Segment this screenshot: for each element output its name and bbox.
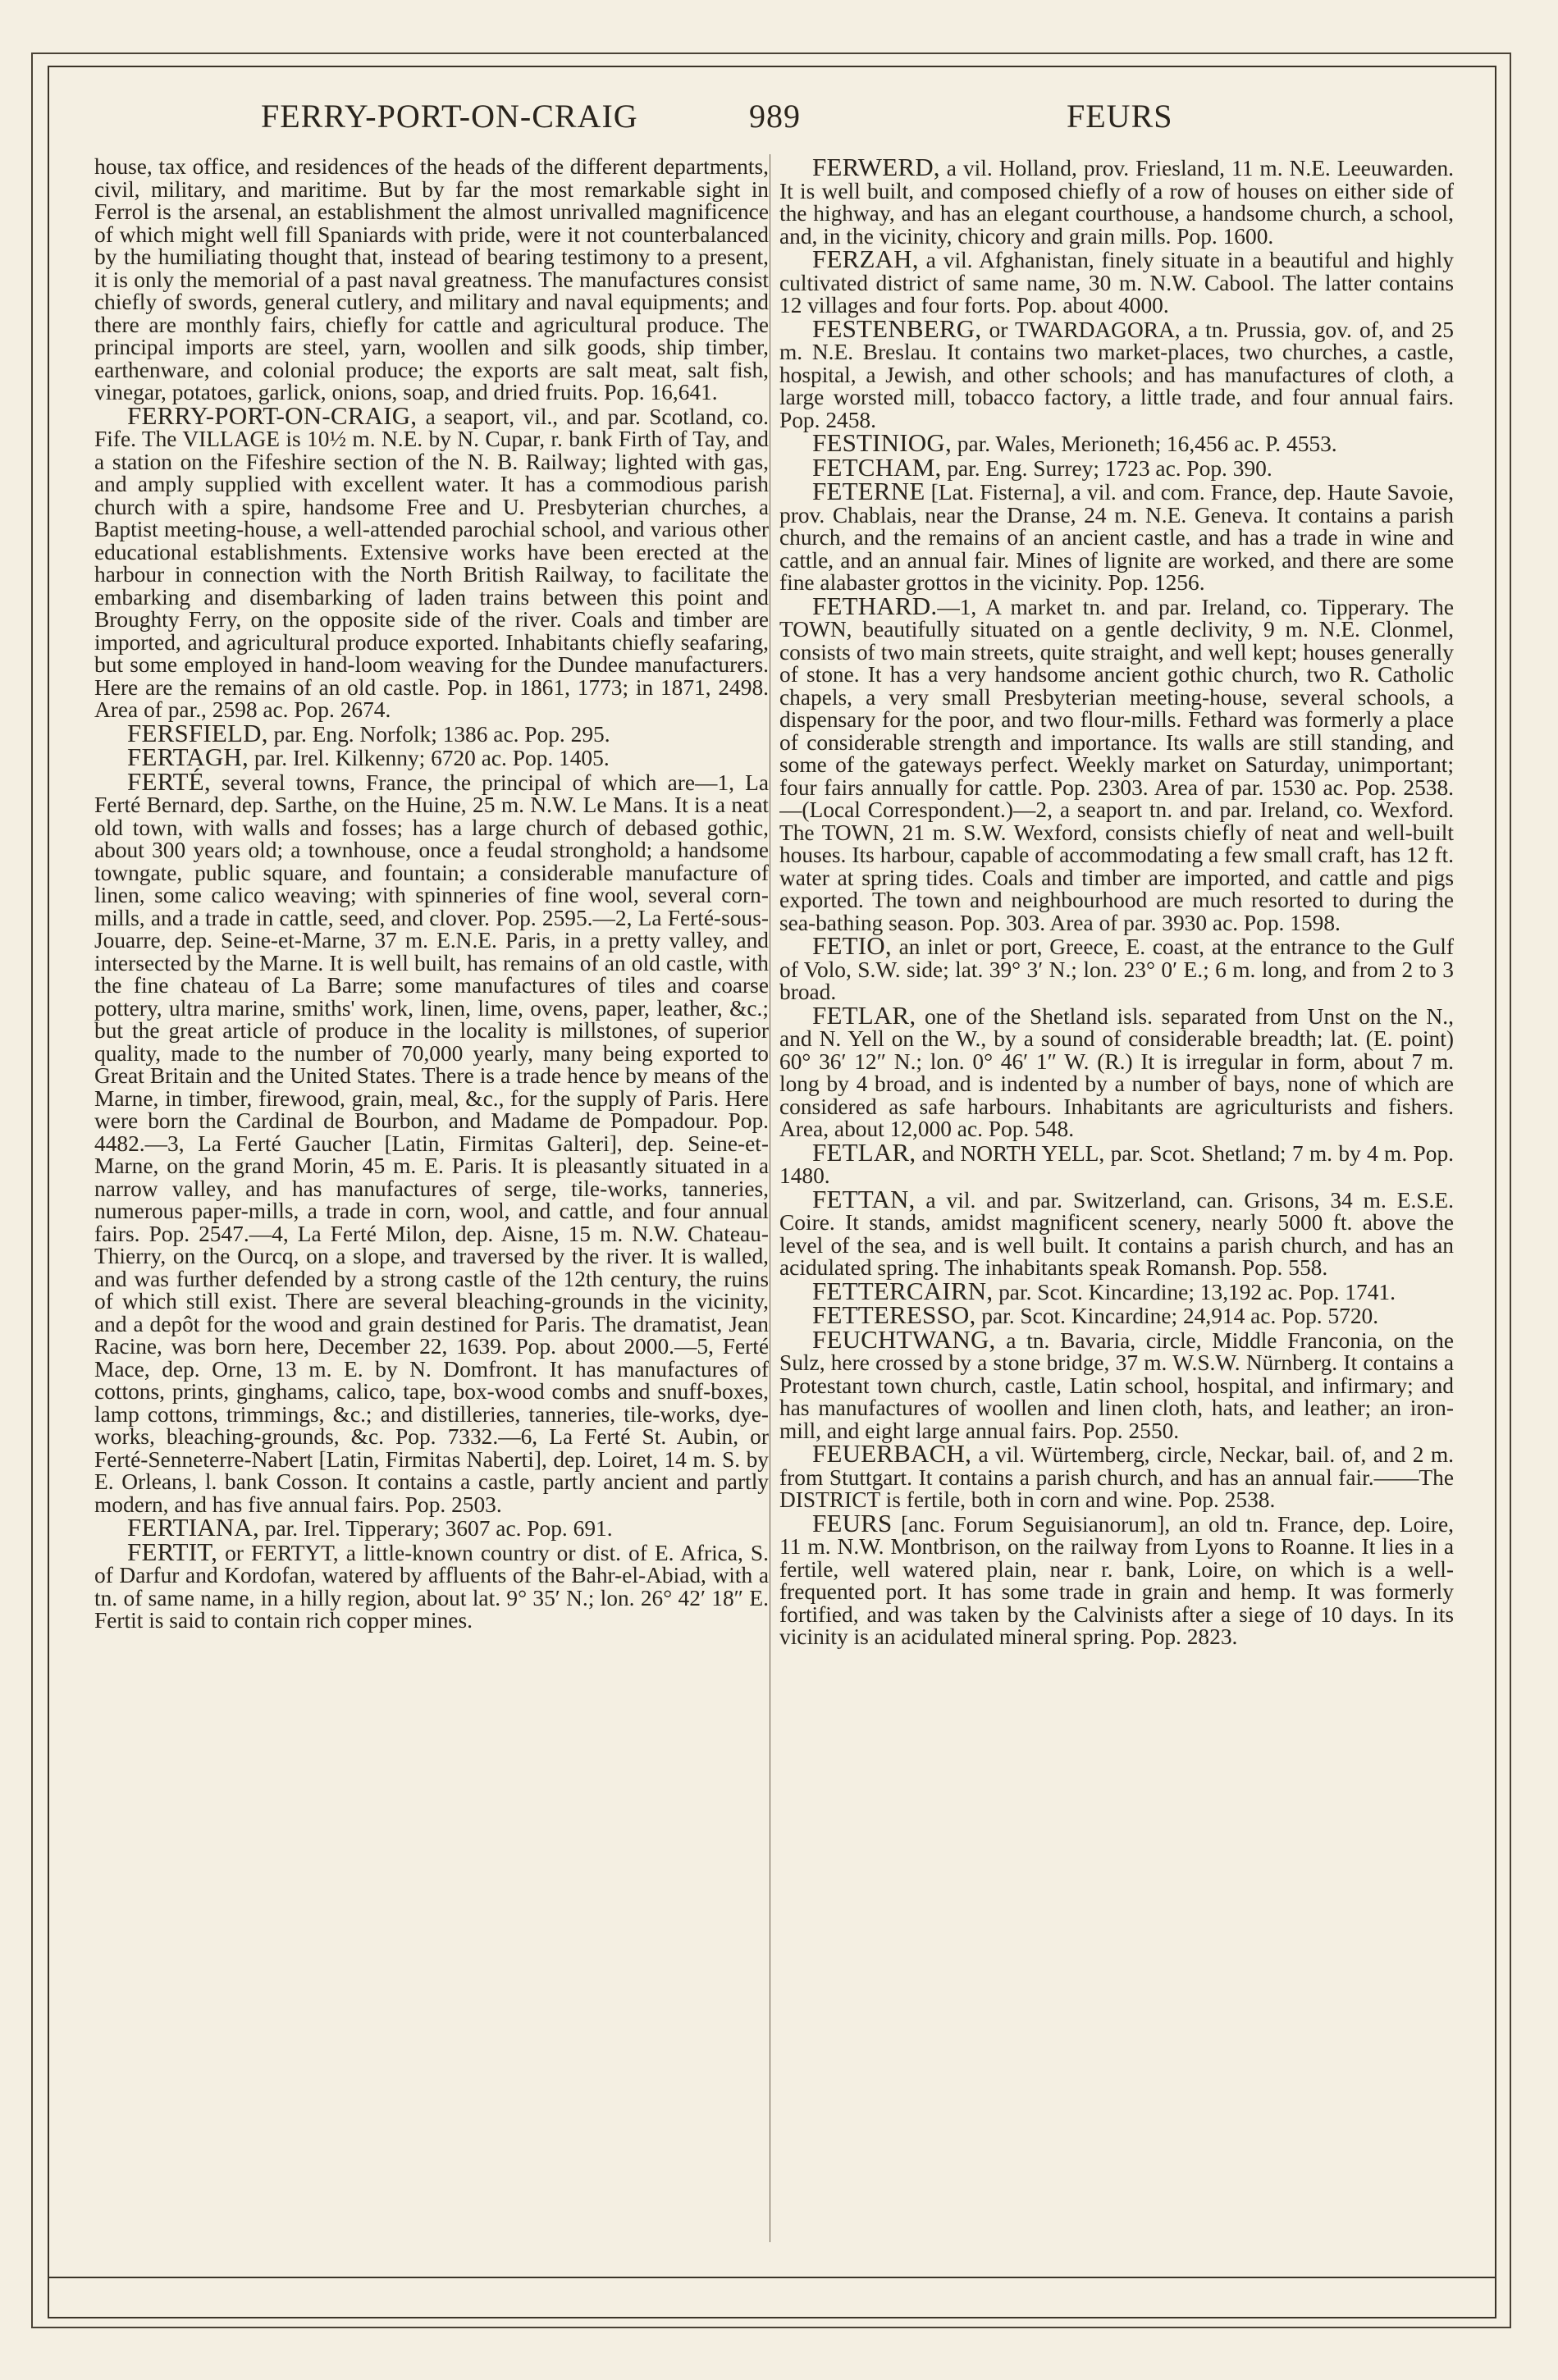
entry-headword: FETTERCAIRN, — [812, 1276, 994, 1305]
entry-ferry-port-on-craig — [94, 400, 769, 722]
entry-text: a tn. Bavaria, circle, Middle Franconia, on the Sulz, here crossed by a stone bridge, 37 m. W.S.W. Nürnberg. It contains a Protestant town church, castle, Latin school, hospital, and infirmary; and has manufactures of woollen and linen cloth, hats, and leather; an iron-mill, and eight large annual fairs. Pop. 2550. — [779, 1327, 1454, 1443]
entry-fetlar-north-yell — [779, 1137, 1454, 1188]
entry-headword: FETLAR, — [812, 1137, 916, 1167]
entry-fettan — [779, 1184, 1454, 1280]
entry-headword: FEURS — [812, 1508, 893, 1537]
entry-text: [Lat. Fisterna], a vil. and com. France, dep. Haute Savoie, prov. Chablais, near the Dranse, 24 m. N.E. Geneva. It contains a parish church, and the remains of an ancient castle, and has a trade in wine and cattle, and an annual fair. Mines of lignite are worked, and there are some fine alabaster grottos in the vicinity. Pop. 1256. — [779, 480, 1454, 595]
entry-text: a vil. Afghanistan, finely situate in a beautiful and highly cultivated district of same name, 30 m. N.W. Cabool. The latter contains 12 villages and four forts. Pop. about 4000. — [779, 248, 1454, 317]
entry-text: one of the Shetland isls. separated from Unst on the N., and N. Yell on the W., by a sound of considerable breadth; lat. (E. point) 60° 36′ 12″ N.; lon. 0° 46′ 1″ W. (R.) It is irregular in form, about 7 m. long by 4 broad, and is indented by a number of bays, none of which are considered as safe harbours. Inhabitants are agriculturists and fishers. Area, about 12,000 ac. Pop. 548. — [779, 1003, 1454, 1141]
header-left-guide-word: FERRY-PORT-ON-CRAIG — [261, 98, 638, 135]
left-column — [94, 156, 769, 2240]
entry-text: par. Scot. Kincardine; 24,914 ac. Pop. 5720. — [975, 1304, 1379, 1328]
entry-headword: FESTENBERG, — [812, 313, 982, 343]
entry-headword: FERTIANA, — [127, 1513, 259, 1542]
entry-text: par. Eng. Surrey; 1723 ac. Pop. 390. — [941, 455, 1272, 481]
entry-text: [anc. Forum Seguisianorum], an old tn. France, dep. Loire, 11 m. N.W. Montbrison, on the railway from Lyons to Roanne. It lies in a fertile, well watered plain, near r. bank, Loire, on which is a well-frequented port. It has some trade in grain and hemp. It was formerly fortified, and was taken by the Calvinists after a siege of 10 days. In its vicinity is an acidulated mineral spring. Pop. 2823. — [779, 1511, 1454, 1649]
entry-headword: FETTAN, — [812, 1184, 916, 1213]
entry-text: par. Irel. Tipperary; 3607 ac. Pop. 691. — [258, 1516, 613, 1541]
entry-text: par. Eng. Norfolk; 1386 ac. Pop. 295. — [267, 721, 610, 747]
entry-text: an inlet or port, Greece, E. coast, at the entrance to the Gulf of Volo, S.W. side; lat. 39° 3′ N.; lon. 23° 0′ E.; 6 m. long, and from 2 to 3 broad. — [779, 934, 1454, 1004]
entry-headword: FESTINIOG, — [812, 428, 952, 457]
entry-text: a vil. Würtemberg, circle, Neckar, bail. of, and 2 m. from Stuttgart. It contains a parish church, and has an annual fair.——The DISTRICT is fertile, both in corn and wine. Pop. 2538. — [779, 1442, 1454, 1512]
running-header — [57, 97, 1485, 143]
header-right-guide-word: FEURS — [1067, 98, 1173, 135]
entry-headword: FETIO, — [812, 931, 892, 960]
entry-festenberg — [779, 313, 1454, 432]
entry-headword: FETCHAM, — [812, 452, 942, 482]
entry-text: or TWARDAGORA, a tn. Prussia, gov. of, and 25 m. N.E. Breslau. It contains two market-places, two churches, a castle, hospital, a Jewish, and other schools; and has manufactures of cloth, a large worsted mill, tobacco factory, a little trade, and four annual fairs. Pop. 2458. — [779, 317, 1454, 432]
page-number: 989 — [749, 98, 801, 135]
entry-feuchtwang — [779, 1324, 1454, 1443]
entry-text: or FERTYT, a little-known country or dist. of E. Africa, S. of Darfur and Kordofan, watered by affluents of the Bahr-el-Abiad, with a tn. of same name, in a hilly region, about lat. 9° 35′ N.; lon. 26° 42′ 18″ E. Fertit is said to contain rich copper mines. — [94, 1540, 769, 1633]
entry-headword: FERTIT, — [127, 1537, 218, 1566]
entry-headword: FETTERESSO, — [812, 1300, 976, 1329]
entry-headword: FERWERD, — [812, 156, 940, 181]
entry-text: a vil. and par. Switzerland, can. Grisons, 34 m. E.S.E. Coire. It stands, amidst magnificent scenery, nearly 5000 ft. above the level of the sea, and is well built. It contains a parish church, and has an acidulated spring. The inhabitants speak Romansh. Pop. 558. — [779, 1187, 1454, 1280]
right-column — [779, 156, 1454, 2240]
entry-text: par. Irel. Kilkenny; 6720 ac. Pop. 1405. — [248, 746, 610, 770]
entry-text: and NORTH YELL, par. Scot. Shetland; 7 m. by 4 m. Pop. 1480. — [779, 1140, 1454, 1188]
entry-headword: FERZAH, — [812, 244, 919, 273]
entry-headword: FEUCHTWANG, — [812, 1324, 996, 1354]
entry-fetlar-island — [779, 1000, 1454, 1141]
entry-text: house, tax office, and residences of the heads of the different departments, civil, military, and maritime. But by far the most remarkable sight in Ferrol is the arsenal, an establishment the almost unrivalled magnificence of which might well fill Spaniards with pride, were it not counterbalanced by the humiliating thought that, instead of bearing testimony to a present, it is only the memorial of a past naval greatness. The manufactures consist chiefly of swords, general cutlery, and military and naval equipments; and there are monthly fairs, chiefly for cattle and agricultural produce. The principal imports are steel, yarn, woollen and silk goods, ship timber, earthenware, and colonial produce; the exports are salt meat, salt fish, vinegar, potatoes, garlick, onions, soap, and dried fruits. Pop. 16,641. — [94, 156, 769, 404]
entry-feterne — [779, 477, 1454, 595]
entry-headword: FERRY-PORT-ON-CRAIG, — [127, 400, 418, 430]
entry-text: par. Wales, Merioneth; 16,456 ac. P. 4553. — [951, 432, 1337, 456]
entry-fetio — [779, 931, 1454, 1004]
entry-headword: FETHARD. — [812, 591, 938, 620]
entry-headword: FETLAR, — [812, 1000, 916, 1030]
entry-ferte — [94, 766, 769, 1517]
entry-text: a vil. Holland, prov. Friesland, 11 m. N.E. Leeuwarden. It is well built, and composed chiefly of a row of houses on either side of the highway, and has an elegant courthouse, a handsome church, a school, and, in the vicinity, chicory and grain mills. Pop. 1600. — [779, 156, 1454, 249]
entry-text: —1, A market tn. and par. Ireland, co. Tipperary. The TOWN, beautifully situated on a gentle declivity, 9 m. N.E. Clonmel, consists of two main streets, quite straight, and well kept; houses generally of stone. It has a very handsome ancient gothic church, two R. Catholic chapels, a very small Presbyterian meeting-house, several schools, a dispensary for the poor, and two flour-mills. Fethard was formerly a place of considerable strength and importance. Its walls are still standing, and some of the gateways perfect. Weekly market on Saturday, unimportant; four fairs annually for cattle. Pop. 2303. Area of par. 1530 ac. Pop. 2538.—(Local Correspondent.)—2, a seaport tn. and par. Ireland, co. Wexford. The TOWN, 21 m. S.W. Wexford, consists chiefly of neat and well-built houses. Its harbour, capable of accommodating a few small craft, has 12 ft. water at spring tides. Coals and timber are imported, and cattle and pigs exported. The town and neighbourhood are much resorted to during the sea-bathing season. Pop. 303. Area of par. 3930 ac. Pop. 1598. — [779, 594, 1454, 935]
entry-text: a seaport, vil., and par. Scotland, co. Fife. The VILLAGE is 10½ m. N.E. by N. Cupar, r. bank Firth of Tay, and a station on the Fifeshire section of the N. B. Railway; lighted with gas, and amply supplied with excellent water. It has a commodious parish church with a spire, handsome Free and U. Presbyterian churches, a Baptist meeting-house, a well-attended parochial school, and various other educational establishments. Extensive works have been erected at the harbour in connection with the North British Railway, to facilitate the embarking and disembarking of laden trains between this point and Broughty Ferry, on the opposite side of the river. Coals and timber are imported, and agricultural produce exported. Inhabitants chiefly seafaring, but some employed in hand-loom weaving for the Dundee manufacturers. Here are the remains of an old castle. Pop. in 1861, 1773; in 1871, 2498. Area of par., 2598 ac. Pop. 2674. — [94, 404, 769, 722]
entry-headword: FERTAGH, — [127, 742, 249, 771]
entry-headword: FETERNE — [812, 477, 925, 505]
entry-text: par. Scot. Kincardine; 13,192 ac. Pop. 1741. — [993, 1279, 1396, 1304]
entry-ferzah — [779, 244, 1454, 317]
entry-ferrol-continued — [94, 156, 769, 404]
entry-feuerbach — [779, 1439, 1454, 1512]
entry-text: several towns, France, the principal of which are—1, La Ferté Bernard, dep. Sarthe, on the Huine, 25 m. N.W. Le Mans. It is a neat old town, with walls and fosses; has a large church of debased gothic, about 300 years old; a townhouse, once a feudal stronghold; a handsome towngate, public square, and fountain; a considerable manufacture of linen, some calico weaving; with spinneries of fine wool, several corn-mills, and a trade in cattle, seed, and clover. Pop. 2595.—2, La Ferté-sous-Jouarre, dep. Seine-et-Marne, 37 m. E.N.E. Paris, in a pretty valley, and intersected by the Marne. It is well built, has remains of an old castle, with the fine chateau of La Barre; some manufactures of tiles and coarse pottery, ultra marine, smiths' work, linen, lime, ovens, paper, leather, &c.; but the great article of produce in the locality is millstones, of superior quality, made to the number of 70,000 yearly, many being exported to Great Britain and the United States. There is a trade hence by means of the Marne, in timber, firewood, grain, meal, &c., for the supply of Paris. Here were born the Cardinal de Bourbon, and Madame de Pompadour. Pop. 4482.—3, La Ferté Gaucher [Latin, Firmitas Galteri], dep. Seine-et-Marne, on the grand Morin, 45 m. E. Paris. It is pleasantly situated in a narrow valley, and has manufactures of serge, tile-works, tanneries, numerous paper-mills, a trade in corn, wool, and cattle, and four annual fairs. Pop. 2547.—4, La Ferté Milon, dep. Aisne, 15 m. N.W. Chateau-Thierry, on the Ourcq, on a slope, and traversed by the river. It is walled, and was further defended by a strong castle of the 12th century, the ruins of which still exist. There are several bleaching-grounds in the vicinity, and a depôt for the wood and grain destined for Paris. The dramatist, Jean Racine, was born here, December 22, 1639. Pop. about 2000.—5, Ferté Mace, dep. Orne, 13 m. E. by N. Domfront. It has manufactures of cottons, prints, ginghams, calico, tape, box-wood combs and snuff-boxes, lamp cottons, trimmings, &c.; and distilleries, tanneries, tile-works, dye-works, bleaching-grounds, &c. Pop. 7332.—6, La Ferté St. Aubin, or Ferté-Senneterre-Nabert [Latin, Firmitas Naberti], dep. Loiret, 14 m. S. by E. Orleans, l. bank Cosson. It contains a castle, partly ancient and partly modern, and has five annual fairs. Pop. 2503. — [94, 770, 769, 1517]
bottom-rule — [48, 2277, 1495, 2278]
entry-headword: FERTÉ, — [127, 766, 211, 796]
entry-feurs — [779, 1508, 1454, 1649]
entry-headword: FEUERBACH, — [812, 1439, 972, 1468]
entry-ferwerd — [779, 156, 1454, 248]
entry-fethard — [779, 591, 1454, 935]
entry-headword: FERSFIELD, — [127, 718, 268, 747]
entry-fertit — [94, 1537, 769, 1633]
